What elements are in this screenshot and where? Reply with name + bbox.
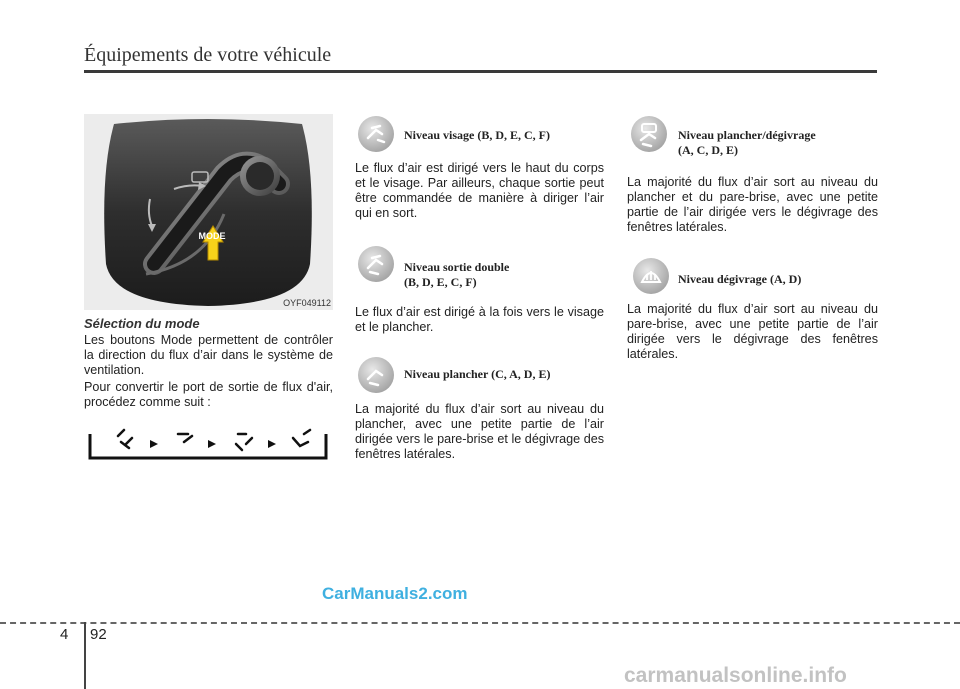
figure-code: OYF049112 — [283, 298, 331, 308]
intro-paragraph: Les boutons Mode permettent de contrôler la direction du flux d’air dans le système de ventilation. — [84, 333, 333, 377]
header-rule — [84, 70, 877, 73]
chapter-number: 4 — [60, 626, 69, 643]
page-number: 92 — [90, 626, 107, 643]
watermark-link-top[interactable]: CarManuals2.com — [322, 584, 468, 603]
mode-text-floor: La majorité du flux d’air sort au niveau du plancher, avec une petite partie de l’air dirigée vers le pare-brise et le dégivrage des fenêtres latérales. — [355, 402, 604, 461]
mode-text-bilevel: Le flux d’air est dirigé à la fois vers le visage et le plancher. — [355, 305, 604, 334]
mode-dial-illustration — [84, 114, 333, 310]
page-title: Équipements de votre véhicule — [84, 44, 332, 66]
mode-text-floordefrost: La majorité du flux d’air sort au niveau du plancher et du pare-brise, avec une petite partie de l’air dirigée vers le dégivrage des fenêtres latérales. — [627, 175, 878, 234]
mode-title-bilevel-2: (B, D, E, C, F) — [404, 275, 477, 289]
mode-control-photo — [84, 114, 333, 310]
mode-title-floordefrost-1: Niveau plancher/dégivrage — [678, 128, 816, 142]
defrost-icon — [633, 258, 669, 294]
section-heading: Sélection du mode — [84, 316, 200, 331]
mode-title-bilevel-1: Niveau sortie double — [404, 260, 510, 274]
mode-text-face: Le flux d’air est dirigé vers le haut du corps et le visage. Par ailleurs, chaque sortie peut être commandée de manière à diriger l’air qui en sort. — [355, 161, 604, 220]
bi-level-icon — [358, 246, 394, 282]
mode-title-floor: Niveau plancher (C, A, D, E) — [404, 367, 551, 381]
face-level-icon — [358, 116, 394, 152]
mode-sequence-diagram — [88, 422, 328, 462]
mode-title-defrost: Niveau dégivrage (A, D) — [678, 272, 802, 286]
floor-level-icon — [358, 357, 394, 393]
procedure-paragraph: Pour convertir le port de sortie de flux d'air, procédez comme suit : — [84, 380, 333, 409]
mode-text-defrost: La majorité du flux d’air sort au niveau du pare-brise, avec une petite partie de l’air dirigée vers le dégivrage des fenêtres latérales. — [627, 302, 878, 361]
footer-rule — [0, 622, 960, 624]
mode-title-floordefrost-2: (A, C, D, E) — [678, 143, 738, 157]
floor-defrost-icon — [631, 116, 667, 152]
mode-button-label: MODE — [198, 231, 226, 241]
footer-divider — [84, 622, 86, 689]
mode-title-face: Niveau visage (B, D, E, C, F) — [404, 128, 550, 142]
watermark-link-bottom[interactable]: carmanualsonline.info — [624, 664, 847, 687]
